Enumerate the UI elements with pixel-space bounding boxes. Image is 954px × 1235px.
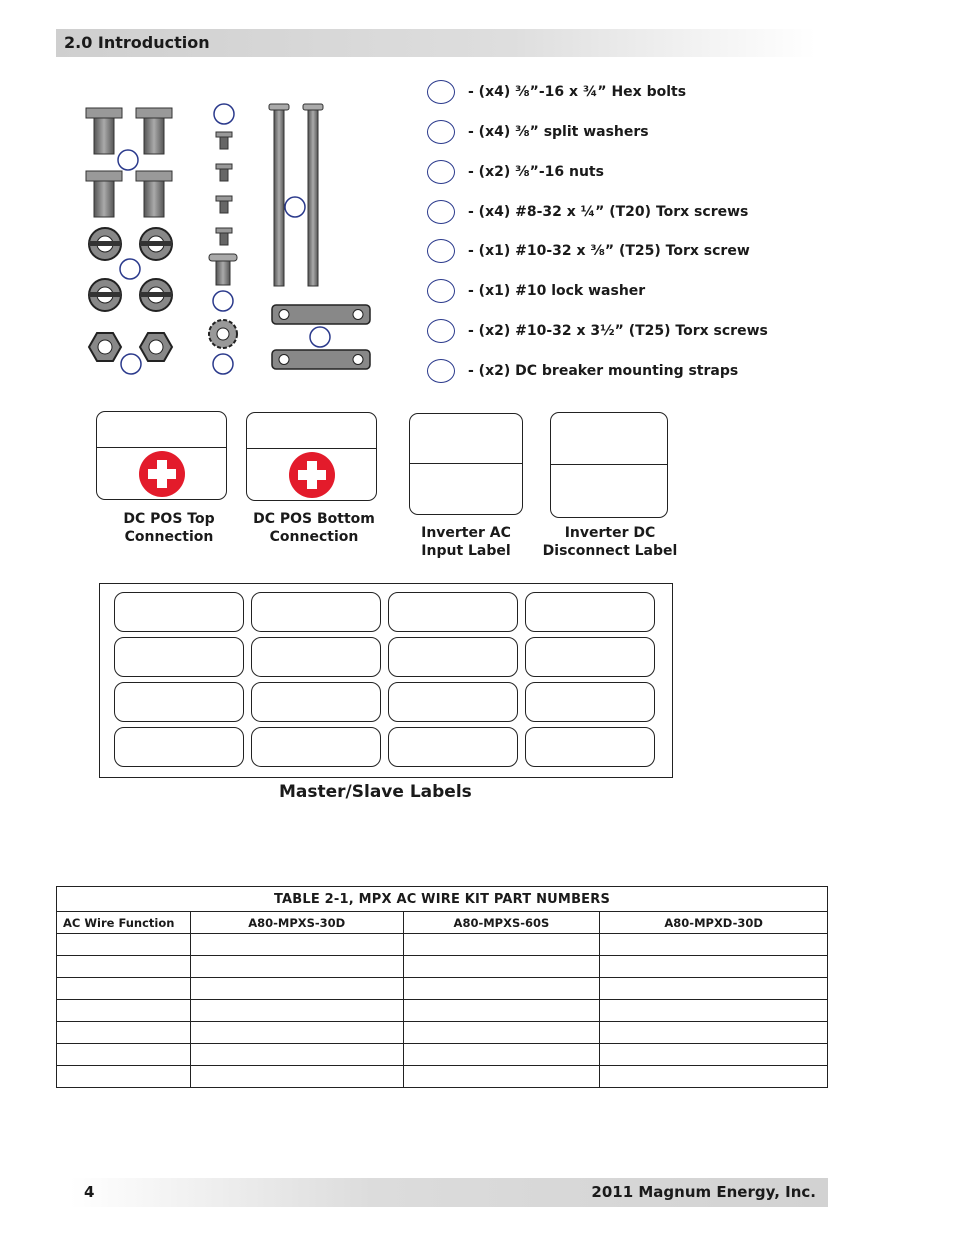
callout-circle bbox=[213, 291, 233, 311]
torx-screw-icon bbox=[209, 254, 237, 285]
master-slave-label bbox=[114, 637, 244, 677]
callout-circle bbox=[214, 104, 234, 124]
copyright: 2011 Magnum Energy, Inc. bbox=[591, 1183, 816, 1201]
table-header-cell: A80-MPXS-60S bbox=[403, 912, 600, 934]
table-header-cell: AC Wire Function bbox=[57, 912, 191, 934]
inverter-dc-disconnect-label bbox=[550, 412, 668, 518]
lock-washer-icon bbox=[209, 320, 237, 348]
hex-bolt-icon bbox=[136, 171, 172, 217]
table-row bbox=[57, 1066, 828, 1088]
red-cross-icon bbox=[289, 452, 335, 498]
page-footer bbox=[70, 1178, 828, 1207]
master-slave-label bbox=[251, 592, 381, 632]
callout-circle bbox=[285, 197, 305, 217]
hex-bolt-icon bbox=[86, 108, 122, 154]
torx-screw-icon bbox=[216, 196, 232, 213]
callout-circle bbox=[427, 160, 455, 184]
callout-circle bbox=[427, 120, 455, 144]
callout-circle bbox=[310, 327, 330, 347]
callout-circle bbox=[427, 239, 455, 263]
inverter-dc-caption: Inverter DC Disconnect Label bbox=[542, 525, 678, 559]
inverter-ac-input-label bbox=[409, 413, 523, 515]
callout-circle bbox=[427, 80, 455, 104]
long-torx-screw-icon bbox=[269, 104, 289, 286]
torx-screw-icon bbox=[216, 164, 232, 181]
callout-circle bbox=[427, 319, 455, 343]
dc-pos-top-caption: DC POS Top Connection bbox=[123, 511, 215, 545]
dc-pos-bottom-caption: DC POS Bottom Connection bbox=[253, 511, 375, 545]
section-title: 2.0 Introduction bbox=[64, 33, 210, 52]
hex-nut-icon bbox=[140, 333, 172, 361]
callout-circle bbox=[213, 354, 233, 374]
hex-nut-icon bbox=[89, 333, 121, 361]
torx-screw-icon bbox=[216, 132, 232, 149]
master-slave-label bbox=[525, 637, 655, 677]
callout-circle bbox=[118, 150, 138, 170]
master-slave-label bbox=[114, 727, 244, 767]
master-slave-label bbox=[525, 727, 655, 767]
red-cross-icon bbox=[139, 451, 185, 497]
master-slave-label bbox=[251, 682, 381, 722]
dc-pos-bottom-label bbox=[246, 412, 377, 501]
table-row bbox=[57, 1022, 828, 1044]
master-slave-caption: Master/Slave Labels bbox=[279, 782, 472, 802]
page-number: 4 bbox=[84, 1183, 95, 1201]
table-row bbox=[57, 1044, 828, 1066]
master-slave-label bbox=[388, 682, 518, 722]
split-washer-icon bbox=[140, 279, 172, 311]
master-slave-label bbox=[114, 682, 244, 722]
hex-bolt-icon bbox=[86, 171, 122, 217]
callout-circle bbox=[121, 354, 141, 374]
table-header-cell: A80-MPXS-30D bbox=[190, 912, 403, 934]
callout-circle bbox=[427, 279, 455, 303]
hex-bolt-icon bbox=[136, 108, 172, 154]
table-row bbox=[57, 978, 828, 1000]
table-row bbox=[57, 956, 828, 978]
split-washer-icon bbox=[89, 228, 121, 260]
master-slave-label bbox=[251, 727, 381, 767]
table-header-cell: A80-MPXD-30D bbox=[600, 912, 828, 934]
mounting-strap-icon bbox=[272, 350, 370, 369]
callout-circle bbox=[427, 359, 455, 383]
split-washer-icon bbox=[140, 228, 172, 260]
table-row bbox=[57, 934, 828, 956]
master-slave-label bbox=[114, 592, 244, 632]
table-row bbox=[57, 1000, 828, 1022]
master-slave-label bbox=[525, 682, 655, 722]
table-title: TABLE 2-1, MPX AC WIRE KIT PART NUMBERS bbox=[57, 887, 828, 912]
master-slave-label bbox=[388, 727, 518, 767]
wire-kit-table bbox=[56, 886, 828, 1088]
callout-circle bbox=[120, 259, 140, 279]
long-torx-screw-icon bbox=[303, 104, 323, 286]
master-slave-label bbox=[525, 592, 655, 632]
callout-circle bbox=[427, 200, 455, 224]
mounting-strap-icon bbox=[272, 305, 370, 324]
master-slave-label bbox=[388, 592, 518, 632]
master-slave-label bbox=[388, 637, 518, 677]
master-slave-label bbox=[251, 637, 381, 677]
torx-screw-icon bbox=[216, 228, 232, 245]
split-washer-icon bbox=[89, 279, 121, 311]
inverter-ac-caption: Inverter AC Input Label bbox=[421, 525, 511, 559]
master-slave-label-sheet bbox=[99, 583, 673, 778]
dc-pos-top-label bbox=[96, 411, 227, 500]
